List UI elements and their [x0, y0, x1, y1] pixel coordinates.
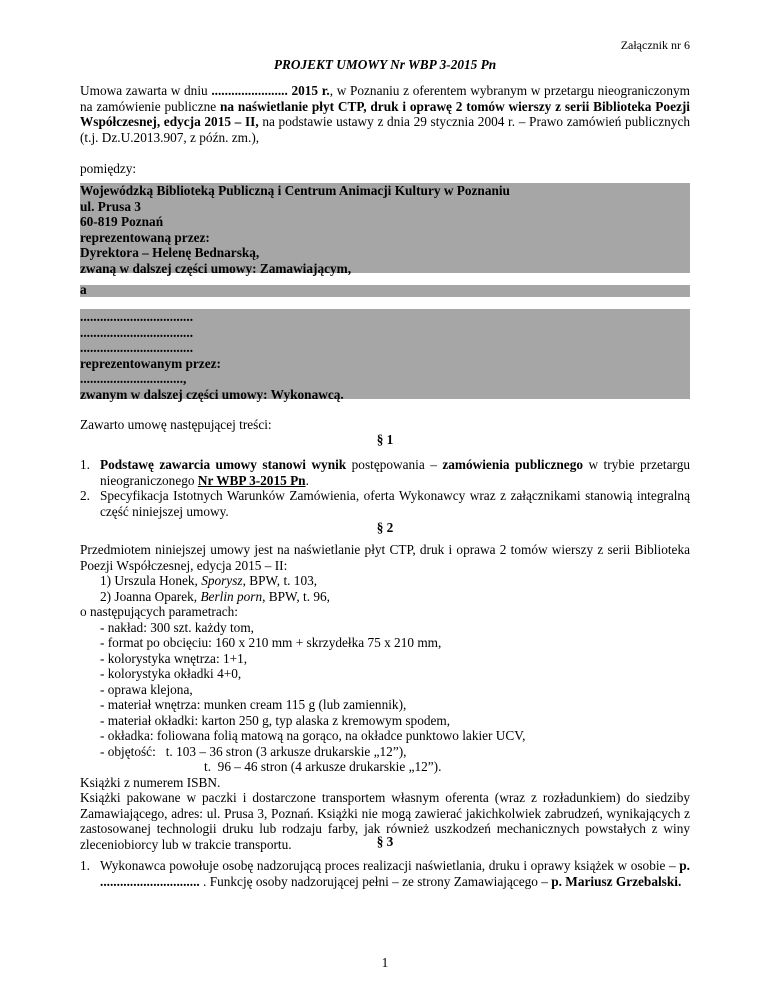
- item-text: .: [677, 873, 682, 889]
- item-text: .: [305, 472, 309, 488]
- tender-reference: Nr WBP 3-2015 Pn: [197, 472, 306, 488]
- param-volume-2: t. 96 – 46 stron (4 arkusze drukarskie „12”).: [204, 759, 442, 774]
- item-text: Specyfikacja Istotnych Warunków Zamówienia, oferta Wykonawcy wraz z załącznikami stanowią integralną część niniejszej umowy.: [100, 488, 690, 519]
- item-number: 1.: [80, 858, 90, 873]
- party2-line: ..................................: [80, 340, 194, 355]
- document-title: PROJEKT UMOWY Nr WBP 3-2015 Pn: [273, 57, 497, 72]
- party1-line: Wojewódzką Biblioteką Publiczną i Centrum Animacji Kultury w Poznaniu: [80, 183, 510, 198]
- param-item: - nakład: 300 szt. każdy tom,: [100, 619, 254, 635]
- book-author: 2) Joanna Oparek,: [100, 588, 201, 604]
- delivery-paragraph: Książki pakowane w paczki i dostarczone transportem własnym oferenta (wraz z rozładunkiem) do siedziby Zamawiającego, adres: ul. Prusa 3, Poznań. Książki nie mogą zawierać jakichkolwiek zabrudzeń, wynikających z zastosowanej technologii druku lub rodzaju farby, jak również uszkodzeń mechanicznych powstałych z winy zleceniobiorcy lub w trakcie transportu.: [80, 790, 690, 852]
- param-item: - oprawa klejona,: [100, 681, 193, 697]
- param-item: - materiał okładki: karton 250 g, typ alaska z kremowym spodem,: [100, 712, 451, 728]
- section-1-list: [80, 457, 690, 519]
- section-3-heading: § 3: [376, 834, 394, 849]
- section-2-heading: § 2: [376, 520, 394, 535]
- book-title: Berlin porn: [200, 588, 263, 604]
- section-2-body: [80, 542, 690, 852]
- party2-line: ...............................,: [80, 371, 187, 386]
- party1-line: Dyrektora – Helenę Bednarską,: [80, 245, 260, 260]
- intro-date-blank: ....................... 2015 r.: [211, 83, 330, 98]
- param-item: - materiał wnętrza: munken cream 115 g (lub zamiennik),: [100, 697, 407, 712]
- book-1: [80, 573, 690, 589]
- page-number: 1: [381, 955, 389, 970]
- section-3-list: [80, 858, 690, 889]
- item-number: 1.: [80, 457, 90, 472]
- preamble: Zawarto umowę następującej treści:: [80, 417, 272, 432]
- party1-line: reprezentowaną przez:: [80, 229, 210, 245]
- section-3-item-1: [80, 858, 690, 889]
- party1-line: 60-819 Poznań: [80, 214, 164, 229]
- isbn-note: Książki z numerem ISBN.: [80, 774, 221, 790]
- and-box: [80, 282, 690, 297]
- item-number: 2.: [80, 488, 90, 503]
- intro-subject: na naświetlanie płyt CTP, druk i oprawę 2 tomów wierszy z serii Biblioteka Poezji Współczesnej, edycja 2015 – II,: [80, 98, 690, 129]
- section-2-lead: Przedmiotem niniejszej umowy jest na naświetlanie płyt CTP, druk i oprawa 2 tomów wierszy z serii Biblioteka Poezji Współczesnej, edycja 2015 – II:: [80, 542, 690, 573]
- section-1-heading: § 1: [376, 432, 394, 447]
- item-text: postępowania –: [346, 457, 443, 472]
- party1-line: zwaną w dalszej części umowy: Zamawiającym,: [80, 260, 352, 276]
- param-item: - kolorystyka okładki 4+0,: [100, 666, 242, 681]
- between-label: pomiędzy:: [80, 161, 137, 176]
- item-text: Wykonawca powołuje osobę nadzorującą proces realizacji naświetlania, druku i oprawy książek w osobie –: [100, 858, 680, 873]
- book-author: 1) Urszula Honek,: [100, 573, 202, 588]
- param-item: - okładka: foliowana folią matową na gorąco, na okładce punktowo lakier UCV,: [100, 728, 526, 743]
- book-info: , BPW, t. 96,: [262, 588, 330, 604]
- party2-line: ..................................: [80, 324, 194, 340]
- annex-label: Załącznik nr 6: [620, 38, 690, 52]
- intro-text-2: , w Poznaniu z oferentem wybranym w przetargu nieograniczonym na zamówienie publiczne: [80, 83, 690, 114]
- book-2: [80, 589, 690, 605]
- section-1-item-1: [80, 457, 690, 488]
- params-intro: o następujących parametrach:: [80, 604, 239, 619]
- party2-line: ..................................: [80, 309, 194, 324]
- param-item: - format po obcięciu: 160 x 210 mm + skrzydełka 75 x 210 mm,: [100, 635, 442, 650]
- party2-line: reprezentowanym przez:: [80, 355, 221, 371]
- contractor-supervisor: p. ..............................: [100, 858, 690, 889]
- book-info: , BPW, t. 103,: [242, 573, 318, 588]
- intro-text-1: Umowa zawarta w dniu: [80, 83, 212, 98]
- party2-box: [80, 309, 690, 402]
- item-bold: zamówienia publicznego: [442, 457, 584, 472]
- client-supervisor: p. Mariusz Grzebalski: [551, 873, 678, 889]
- item-text: . Funkcję osoby nadzorującej pełni – ze strony Zamawiającego –: [199, 873, 552, 889]
- param-item: - objętość: t. 103 – 36 stron (3 arkusze drukarskie „12”),: [100, 743, 407, 759]
- intro-paragraph: [80, 83, 690, 145]
- and-label: a: [80, 282, 87, 297]
- party2-line: zwanym w dalszej części umowy: Wykonawcą.: [80, 386, 344, 402]
- item-bold: Podstawę zawarcia umowy stanowi wynik: [100, 457, 347, 472]
- section-1-item-2: [80, 488, 690, 519]
- book-title: Sporysz: [201, 573, 243, 588]
- item-text: w trybie przetargu nieograniczonego: [100, 457, 690, 488]
- param-item: - kolorystyka wnętrza: 1+1,: [100, 650, 248, 666]
- intro-text-3: na podstawie ustawy z dnia 29 stycznia 2004 r. – Prawo zamówień publicznych (t.j. Dz.U.2013.907, z późn. zm.),: [80, 114, 690, 145]
- party1-box: [80, 183, 690, 276]
- party1-line: ul. Prusa 3: [80, 198, 141, 214]
